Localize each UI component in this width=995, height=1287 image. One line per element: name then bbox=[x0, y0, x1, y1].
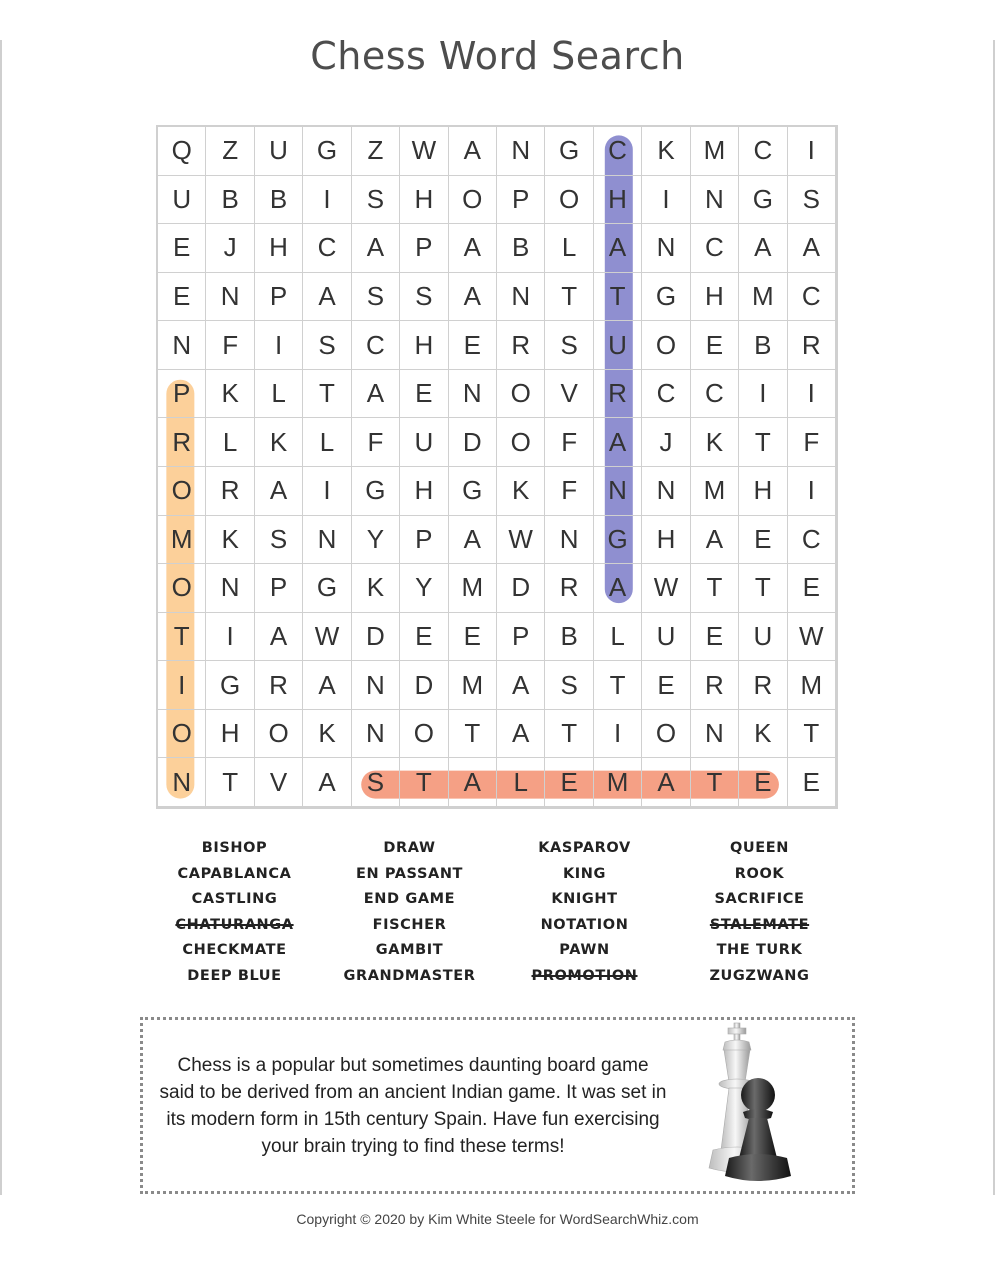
grid-cell[interactable]: K bbox=[739, 710, 787, 759]
grid-cell[interactable]: A bbox=[449, 224, 497, 273]
word-item: EN PASSANT bbox=[355, 865, 464, 882]
grid-cell[interactable]: H bbox=[642, 516, 690, 565]
grid-cell[interactable]: O bbox=[400, 710, 448, 759]
grid-cell[interactable]: T bbox=[691, 564, 739, 613]
word-list bbox=[147, 836, 847, 990]
grid-cell[interactable]: F bbox=[352, 418, 400, 467]
word-item: DRAW bbox=[383, 840, 436, 856]
word-item: END GAME bbox=[363, 891, 456, 908]
grid-cell[interactable]: R bbox=[691, 661, 739, 710]
grid-cell[interactable]: L bbox=[497, 758, 545, 807]
grid-cell[interactable]: N bbox=[594, 467, 642, 516]
grid-cell[interactable]: A bbox=[303, 273, 351, 322]
grid-cell[interactable]: F bbox=[206, 321, 254, 370]
left-page-edge bbox=[0, 40, 2, 1195]
grid-cell[interactable]: K bbox=[642, 127, 690, 176]
grid-cell[interactable]: N bbox=[158, 321, 206, 370]
grid-cell[interactable]: R bbox=[594, 370, 642, 419]
grid-cell[interactable]: D bbox=[400, 661, 448, 710]
grid-cell[interactable]: J bbox=[642, 418, 690, 467]
grid-cell[interactable]: K bbox=[497, 467, 545, 516]
grid-cell[interactable]: E bbox=[691, 613, 739, 662]
grid-cell[interactable]: I bbox=[788, 127, 836, 176]
chess-pieces-image bbox=[695, 1020, 845, 1192]
grid-cell[interactable]: M bbox=[158, 516, 206, 565]
grid-cell[interactable]: O bbox=[158, 467, 206, 516]
grid-cell[interactable]: O bbox=[642, 321, 690, 370]
grid-cell[interactable]: E bbox=[788, 564, 836, 613]
grid-cell[interactable]: A bbox=[352, 224, 400, 273]
grid-cell[interactable]: Y bbox=[352, 516, 400, 565]
grid-cell[interactable]: L bbox=[545, 224, 593, 273]
grid-cell[interactable]: E bbox=[158, 273, 206, 322]
word-item: NOTATION bbox=[540, 916, 629, 933]
grid-cell[interactable]: P bbox=[255, 273, 303, 322]
grid-cell[interactable]: H bbox=[206, 710, 254, 759]
grid-cell[interactable]: S bbox=[303, 321, 351, 370]
grid-cell[interactable]: A bbox=[594, 224, 642, 273]
grid-cell[interactable]: I bbox=[594, 710, 642, 759]
grid-cell[interactable]: W bbox=[400, 127, 448, 176]
grid-cell[interactable]: E bbox=[158, 224, 206, 273]
grid-cell[interactable]: K bbox=[206, 516, 254, 565]
grid-cell[interactable]: N bbox=[642, 467, 690, 516]
grid-cell[interactable]: F bbox=[545, 418, 593, 467]
grid-cell[interactable]: T bbox=[545, 710, 593, 759]
word-item: ZUGZWANG bbox=[709, 967, 810, 984]
grid-cell[interactable]: E bbox=[642, 661, 690, 710]
grid-cell[interactable]: K bbox=[303, 710, 351, 759]
grid-cell[interactable]: I bbox=[303, 467, 351, 516]
grid-cell[interactable]: A bbox=[449, 516, 497, 565]
grid-cell[interactable]: Z bbox=[352, 127, 400, 176]
grid-cell[interactable]: N bbox=[206, 273, 254, 322]
word-item: FISCHER bbox=[372, 916, 447, 933]
grid-cell[interactable]: T bbox=[206, 758, 254, 807]
info-box bbox=[140, 1017, 855, 1194]
grid-cell[interactable]: R bbox=[497, 321, 545, 370]
grid-cell[interactable]: N bbox=[497, 273, 545, 322]
grid-cell[interactable]: U bbox=[739, 613, 787, 662]
grid-cell[interactable]: T bbox=[739, 564, 787, 613]
grid-cell[interactable]: C bbox=[303, 224, 351, 273]
grid-cell[interactable]: T bbox=[545, 273, 593, 322]
letter-grid bbox=[156, 125, 838, 809]
grid-cell[interactable]: A bbox=[788, 224, 836, 273]
grid-cell[interactable]: R bbox=[739, 661, 787, 710]
grid-cell[interactable]: G bbox=[739, 176, 787, 225]
word-item: THE TURK bbox=[716, 942, 803, 959]
grid-cell[interactable]: O bbox=[497, 418, 545, 467]
grid-cell[interactable]: E bbox=[449, 321, 497, 370]
grid-cell[interactable]: E bbox=[788, 758, 836, 807]
grid-cell[interactable]: A bbox=[352, 370, 400, 419]
grid-cell[interactable]: A bbox=[594, 418, 642, 467]
grid-cell[interactable]: O bbox=[497, 370, 545, 419]
word-item: PROMOTION bbox=[531, 967, 638, 984]
word-item: ROOK bbox=[734, 865, 785, 882]
grid-cell[interactable]: B bbox=[545, 613, 593, 662]
grid-cell[interactable]: L bbox=[255, 370, 303, 419]
grid-cell[interactable]: I bbox=[158, 661, 206, 710]
grid-cell[interactable]: A bbox=[255, 467, 303, 516]
grid-cell[interactable]: I bbox=[788, 370, 836, 419]
grid-cell[interactable]: U bbox=[594, 321, 642, 370]
grid-cell[interactable]: R bbox=[158, 418, 206, 467]
grid-cell[interactable]: T bbox=[594, 661, 642, 710]
grid-cell[interactable]: M bbox=[594, 758, 642, 807]
grid-cell[interactable]: F bbox=[545, 467, 593, 516]
grid-cell[interactable]: T bbox=[400, 758, 448, 807]
grid-cell[interactable]: D bbox=[449, 418, 497, 467]
grid-cell[interactable]: U bbox=[400, 418, 448, 467]
word-item: SACRIFICE bbox=[714, 891, 805, 908]
grid-cell[interactable]: S bbox=[352, 758, 400, 807]
info-text: Chess is a popular but sometimes daunting board game said to be derived from an ancient Indian game. It was set in its modern form in 15th century Spain. Have fun exercising your brain trying to find these terms! bbox=[159, 1055, 667, 1157]
grid-cell[interactable]: I bbox=[206, 613, 254, 662]
grid-cell[interactable]: A bbox=[642, 758, 690, 807]
grid-cell[interactable]: T bbox=[739, 418, 787, 467]
grid-cell[interactable]: K bbox=[255, 418, 303, 467]
grid-cell[interactable]: M bbox=[691, 127, 739, 176]
grid-cell[interactable]: A bbox=[594, 564, 642, 613]
grid-cell[interactable]: R bbox=[206, 467, 254, 516]
word-item: CHATURANGA bbox=[175, 916, 294, 933]
word-item: QUEEN bbox=[729, 840, 790, 856]
grid-cell[interactable]: A bbox=[497, 661, 545, 710]
grid-cell[interactable]: R bbox=[255, 661, 303, 710]
grid-cell[interactable]: O bbox=[545, 176, 593, 225]
grid-cell[interactable]: N bbox=[545, 516, 593, 565]
grid-cell[interactable]: C bbox=[691, 224, 739, 273]
grid-cell[interactable]: C bbox=[594, 127, 642, 176]
grid-cell[interactable]: P bbox=[497, 613, 545, 662]
grid-cell[interactable]: E bbox=[400, 370, 448, 419]
grid-cell[interactable]: I bbox=[303, 176, 351, 225]
grid-cell[interactable]: S bbox=[400, 273, 448, 322]
grid-cell[interactable]: G bbox=[352, 467, 400, 516]
grid-cell[interactable]: Z bbox=[206, 127, 254, 176]
grid-cell[interactable]: E bbox=[691, 321, 739, 370]
grid-cell[interactable]: N bbox=[303, 516, 351, 565]
grid-cell[interactable]: S bbox=[545, 661, 593, 710]
grid-cell[interactable]: N bbox=[691, 176, 739, 225]
grid-cell[interactable]: C bbox=[788, 516, 836, 565]
grid-cell[interactable]: R bbox=[788, 321, 836, 370]
word-item: KASPAROV bbox=[538, 840, 631, 856]
grid-cell[interactable]: G bbox=[449, 467, 497, 516]
grid-cell[interactable]: W bbox=[642, 564, 690, 613]
grid-cell[interactable]: T bbox=[594, 273, 642, 322]
grid-cell[interactable]: A bbox=[255, 613, 303, 662]
grid-cell[interactable]: A bbox=[691, 516, 739, 565]
grid-cell[interactable]: G bbox=[545, 127, 593, 176]
grid-cell[interactable]: U bbox=[158, 176, 206, 225]
grid-cell[interactable]: P bbox=[255, 564, 303, 613]
grid-cell[interactable]: C bbox=[352, 321, 400, 370]
grid-cell[interactable]: H bbox=[739, 467, 787, 516]
grid-cell[interactable]: N bbox=[352, 661, 400, 710]
grid-cell[interactable]: C bbox=[691, 370, 739, 419]
grid-cell[interactable]: G bbox=[594, 516, 642, 565]
grid-cell[interactable]: B bbox=[206, 176, 254, 225]
word-item: PAWN bbox=[559, 942, 610, 959]
grid-cell[interactable]: C bbox=[642, 370, 690, 419]
grid-cell[interactable]: U bbox=[255, 127, 303, 176]
grid-cell[interactable]: A bbox=[303, 661, 351, 710]
grid-cell[interactable]: D bbox=[352, 613, 400, 662]
grid-cell[interactable]: P bbox=[497, 176, 545, 225]
grid-cell[interactable]: S bbox=[352, 176, 400, 225]
word-item: BISHOP bbox=[201, 840, 268, 856]
grid-cell[interactable]: A bbox=[449, 273, 497, 322]
grid-cell[interactable]: K bbox=[691, 418, 739, 467]
grid-cell[interactable]: M bbox=[449, 661, 497, 710]
grid-cell[interactable]: P bbox=[158, 370, 206, 419]
grid-cell[interactable]: O bbox=[158, 564, 206, 613]
grid-cell[interactable]: T bbox=[158, 613, 206, 662]
grid-cell[interactable]: D bbox=[497, 564, 545, 613]
grid-cell[interactable]: R bbox=[545, 564, 593, 613]
grid-cell[interactable]: P bbox=[400, 224, 448, 273]
grid-cell[interactable]: E bbox=[739, 758, 787, 807]
grid-cell[interactable]: N bbox=[497, 127, 545, 176]
grid-cell[interactable]: M bbox=[739, 273, 787, 322]
grid-cell[interactable]: W bbox=[497, 516, 545, 565]
grid-cell[interactable]: I bbox=[255, 321, 303, 370]
word-item: CAPABLANCA bbox=[177, 865, 292, 882]
grid-cell[interactable]: G bbox=[303, 564, 351, 613]
grid-cell[interactable]: Q bbox=[158, 127, 206, 176]
grid-cell[interactable]: H bbox=[594, 176, 642, 225]
grid-cell[interactable]: A bbox=[303, 758, 351, 807]
grid-cell[interactable]: A bbox=[449, 127, 497, 176]
grid-cell[interactable]: N bbox=[691, 710, 739, 759]
grid-cell[interactable]: T bbox=[691, 758, 739, 807]
grid-cell[interactable]: C bbox=[788, 273, 836, 322]
grid-cell[interactable]: O bbox=[158, 710, 206, 759]
word-search-board bbox=[156, 125, 838, 809]
grid-cell[interactable]: M bbox=[691, 467, 739, 516]
grid-cell[interactable]: O bbox=[255, 710, 303, 759]
grid-cell[interactable]: S bbox=[545, 321, 593, 370]
grid-cell[interactable]: G bbox=[642, 273, 690, 322]
grid-cell[interactable]: J bbox=[206, 224, 254, 273]
grid-cell[interactable]: K bbox=[352, 564, 400, 613]
grid-cell[interactable]: E bbox=[739, 516, 787, 565]
grid-cell[interactable]: N bbox=[449, 370, 497, 419]
grid-cell[interactable]: S bbox=[255, 516, 303, 565]
grid-cell[interactable]: A bbox=[449, 758, 497, 807]
grid-cell[interactable]: K bbox=[206, 370, 254, 419]
grid-cell[interactable]: O bbox=[642, 710, 690, 759]
copyright-text: Copyright © 2020 by Kim White Steele for WordSearchWhiz.com bbox=[296, 1211, 699, 1227]
grid-cell[interactable]: T bbox=[303, 370, 351, 419]
grid-cell[interactable]: B bbox=[497, 224, 545, 273]
word-item: DEEP BLUE bbox=[187, 967, 282, 984]
grid-cell[interactable]: W bbox=[303, 613, 351, 662]
grid-cell[interactable]: L bbox=[206, 418, 254, 467]
grid-cell[interactable]: N bbox=[158, 758, 206, 807]
grid-cell[interactable]: C bbox=[739, 127, 787, 176]
grid-cell[interactable]: H bbox=[691, 273, 739, 322]
grid-cell[interactable]: S bbox=[352, 273, 400, 322]
grid-cell[interactable]: W bbox=[788, 613, 836, 662]
grid-cell[interactable]: H bbox=[400, 176, 448, 225]
word-item: CASTLING bbox=[191, 891, 278, 908]
grid-cell[interactable]: Y bbox=[400, 564, 448, 613]
page-title: Chess Word Search bbox=[310, 34, 685, 78]
word-list-column bbox=[497, 836, 672, 990]
grid-cell[interactable]: V bbox=[255, 758, 303, 807]
word-item: GAMBIT bbox=[375, 942, 444, 959]
word-item: CHECKMATE bbox=[182, 942, 287, 959]
grid-cell[interactable]: H bbox=[400, 321, 448, 370]
grid-cell[interactable]: M bbox=[788, 661, 836, 710]
grid-cell[interactable]: P bbox=[400, 516, 448, 565]
word-item: KING bbox=[562, 865, 607, 882]
grid-cell[interactable]: H bbox=[255, 224, 303, 273]
grid-cell[interactable]: N bbox=[642, 224, 690, 273]
grid-cell[interactable]: I bbox=[642, 176, 690, 225]
word-list-column bbox=[147, 836, 322, 990]
word-item: STALEMATE bbox=[709, 916, 810, 933]
grid-cell[interactable]: G bbox=[303, 127, 351, 176]
grid-cell[interactable]: N bbox=[352, 710, 400, 759]
word-item: GRANDMASTER bbox=[343, 967, 476, 984]
grid-cell[interactable]: I bbox=[788, 467, 836, 516]
grid-cell[interactable]: S bbox=[788, 176, 836, 225]
grid-cell[interactable]: M bbox=[449, 564, 497, 613]
grid-cell[interactable]: I bbox=[739, 370, 787, 419]
grid-cell[interactable]: L bbox=[303, 418, 351, 467]
grid-cell[interactable]: O bbox=[449, 176, 497, 225]
grid-cell[interactable]: V bbox=[545, 370, 593, 419]
grid-cell[interactable]: A bbox=[739, 224, 787, 273]
grid-cell[interactable]: G bbox=[206, 661, 254, 710]
grid-cell[interactable]: A bbox=[497, 710, 545, 759]
grid-cell[interactable]: E bbox=[449, 613, 497, 662]
grid-cell[interactable]: E bbox=[400, 613, 448, 662]
grid-cell[interactable]: T bbox=[788, 710, 836, 759]
grid-cell[interactable]: B bbox=[255, 176, 303, 225]
word-list-column bbox=[672, 836, 847, 990]
grid-cell[interactable]: N bbox=[206, 564, 254, 613]
grid-cell[interactable]: U bbox=[642, 613, 690, 662]
grid-cell[interactable]: B bbox=[739, 321, 787, 370]
grid-cell[interactable]: T bbox=[449, 710, 497, 759]
grid-cell[interactable]: L bbox=[594, 613, 642, 662]
word-item: KNIGHT bbox=[551, 891, 618, 908]
grid-cell[interactable]: F bbox=[788, 418, 836, 467]
grid-cell[interactable]: E bbox=[545, 758, 593, 807]
word-list-column bbox=[322, 836, 497, 990]
grid-cell[interactable]: H bbox=[400, 467, 448, 516]
